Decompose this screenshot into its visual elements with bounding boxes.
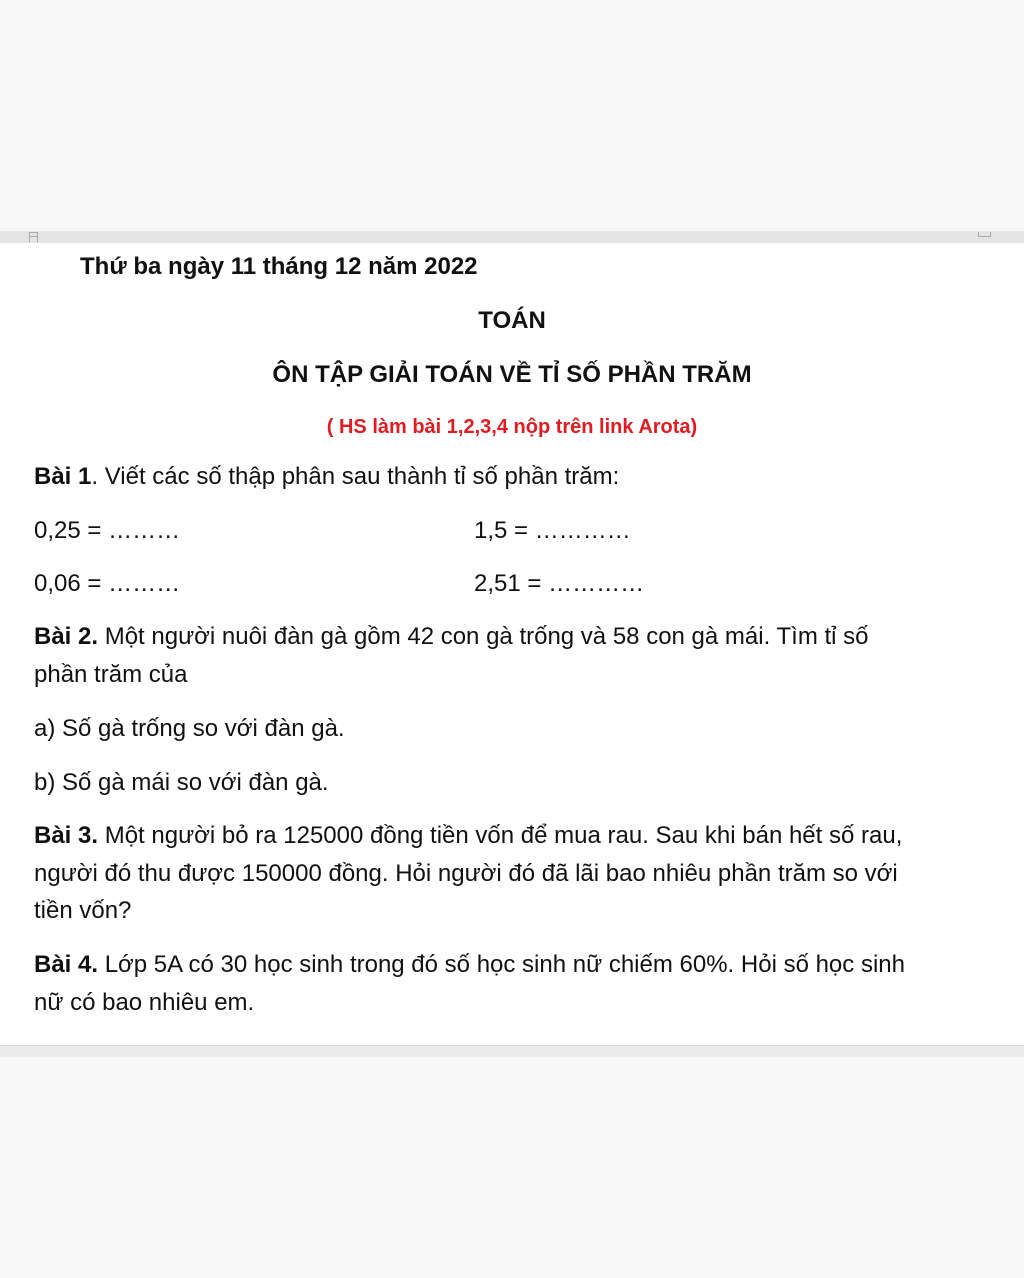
exercise-3-text-line: tiền vốn? xyxy=(34,897,132,924)
exercise-1-item: 1,5 = ………… xyxy=(474,517,631,544)
exercise-label: Bài 4. xyxy=(34,951,99,978)
margin-corner-marker-icon xyxy=(29,232,38,242)
bottom-blank-area xyxy=(0,1057,1024,1278)
exercise-text: Một người nuôi đàn gà gồm 42 con gà trống và 58 con gà mái. Tìm tỉ số xyxy=(98,623,869,650)
exercise-1-item: 2,51 = ………… xyxy=(474,570,645,597)
exercise-3-text-line: người đó thu được 150000 đồng. Hỏi người đó đã lãi bao nhiêu phần trăm so với xyxy=(34,860,898,887)
exercise-2-prompt xyxy=(34,622,869,652)
exercise-label: Bài 1 xyxy=(34,463,92,490)
exercise-label: Bài 3. xyxy=(34,822,99,849)
exercise-text: . Viết các số thập phân sau thành tỉ số phần trăm: xyxy=(91,463,620,490)
exercise-1-item: 0,06 = ……… xyxy=(34,570,181,597)
top-blank-area xyxy=(0,0,1024,231)
assignment-note: ( HS làm bài 1,2,3,4 nộp trên link Arota) xyxy=(326,416,698,438)
exercise-label: Bài 2. xyxy=(34,623,99,650)
page-top-border xyxy=(0,231,1024,243)
exercise-text: Một người bỏ ra 125000 đồng tiền vốn để mua rau. Sau khi bán hết số rau, xyxy=(98,822,903,849)
margin-corner-marker-icon xyxy=(978,232,991,237)
exercise-4-text-line: nữ có bao nhiêu em. xyxy=(34,989,255,1016)
date-line: Thứ ba ngày 11 tháng 12 năm 2022 xyxy=(80,253,478,280)
exercise-2-text-line: phần trăm của xyxy=(34,661,188,688)
page-bottom-border xyxy=(0,1045,1024,1057)
exercise-4-prompt xyxy=(34,950,905,980)
exercise-3-prompt xyxy=(34,821,902,851)
exercise-1-item: 0,25 = ……… xyxy=(34,517,181,544)
exercise-2-part-b: b) Số gà mái so với đàn gà. xyxy=(34,769,329,796)
exercise-2-part-a: a) Số gà trống so với đàn gà. xyxy=(34,715,345,742)
exercise-text: Lớp 5A có 30 học sinh trong đó số học sinh nữ chiếm 60%. Hỏi số học sinh xyxy=(98,951,905,978)
lesson-heading: ÔN TẬP GIẢI TOÁN VỀ TỈ SỐ PHẦN TRĂM xyxy=(272,361,752,388)
subject-title: TOÁN xyxy=(478,307,546,334)
exercise-1-prompt xyxy=(34,462,619,492)
